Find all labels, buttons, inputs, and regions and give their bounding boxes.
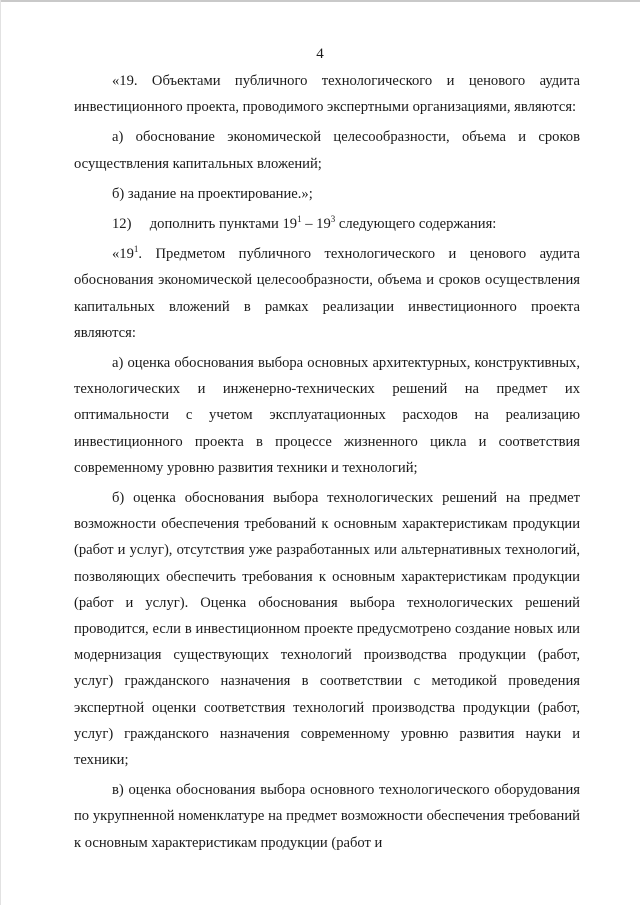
item-12-number: 12): [112, 216, 132, 233]
paragraph-item-19-1: [74, 241, 580, 346]
paragraph-item-19b: б) задание на проектирование.»;: [112, 185, 313, 202]
scan-top-edge: [0, 0, 640, 2]
paragraph-item-19-1a: а) оценка обоснования выбора основных архитектурных, конструктивных, технологических и инженерно-технических решений на предмет их оптимальности с учетом эксплуатационных расходов на реализацию инвестиционного проекта в процессе жизненного цикла и соответствия современному уровню развития техники и технологий;: [74, 355, 580, 476]
item-12-text-post: следующего содержания:: [335, 216, 497, 233]
item-19-1-sup: 1: [133, 244, 139, 255]
item-19-1-prefix: «19: [112, 246, 134, 263]
item-12-sup-3: 3: [330, 214, 336, 225]
paragraph-item-12: [74, 211, 580, 237]
paragraph-item-19-1b: б) оценка обоснования выбора технологических решений на предмет возможности обеспечения требований к основным характеристикам продукции (работ и услуг), отсутствия уже разработанных или альтернативных технологий, позволяющих обеспечить требования к основным характеристикам продукции (работ и услуг). Оценка обоснования выбора технологических решений проводится, если в инвестиционном проекте предусмотрено создание новых или модернизация существующих технологий производства продукции (работ, услуг) гражданского назначения в соответствии с методикой проведения экспертной оценки соответствия технологий производства продукции (работ, услуг) гражданского назначения современному уровню развития науки и техники;: [74, 490, 580, 769]
item-19-1-text: . Предметом публичного технологического и ценового аудита обоснования экономической целесообразности, объема и сроков осуществления капитальных вложений в рамках реализации инвестиционного проекта являются:: [74, 246, 580, 341]
page-number: 4: [316, 46, 324, 62]
document-body: [74, 68, 580, 856]
paragraph-item-19-1v: в) оценка обоснования выбора основного технологического оборудования по укрупненной номенклатуре на предмет возможности обеспечения требований к основным характеристикам продукции (работ и: [74, 782, 580, 851]
item-12-text-mid: – 19: [301, 216, 331, 233]
paragraph-item-19: «19. Объектами публичного технологического и ценового аудита инвестиционного проекта, проводимого экспертными организациями, являются:: [74, 73, 580, 116]
paragraph-item-19a: а) обоснование экономической целесообразности, объема и сроков осуществления капитальных вложений;: [74, 129, 580, 172]
item-12-sup-1: 1: [297, 214, 302, 225]
item-12-text-pre: дополнить пунктами 19: [149, 216, 298, 233]
scan-left-edge: [0, 0, 1, 905]
